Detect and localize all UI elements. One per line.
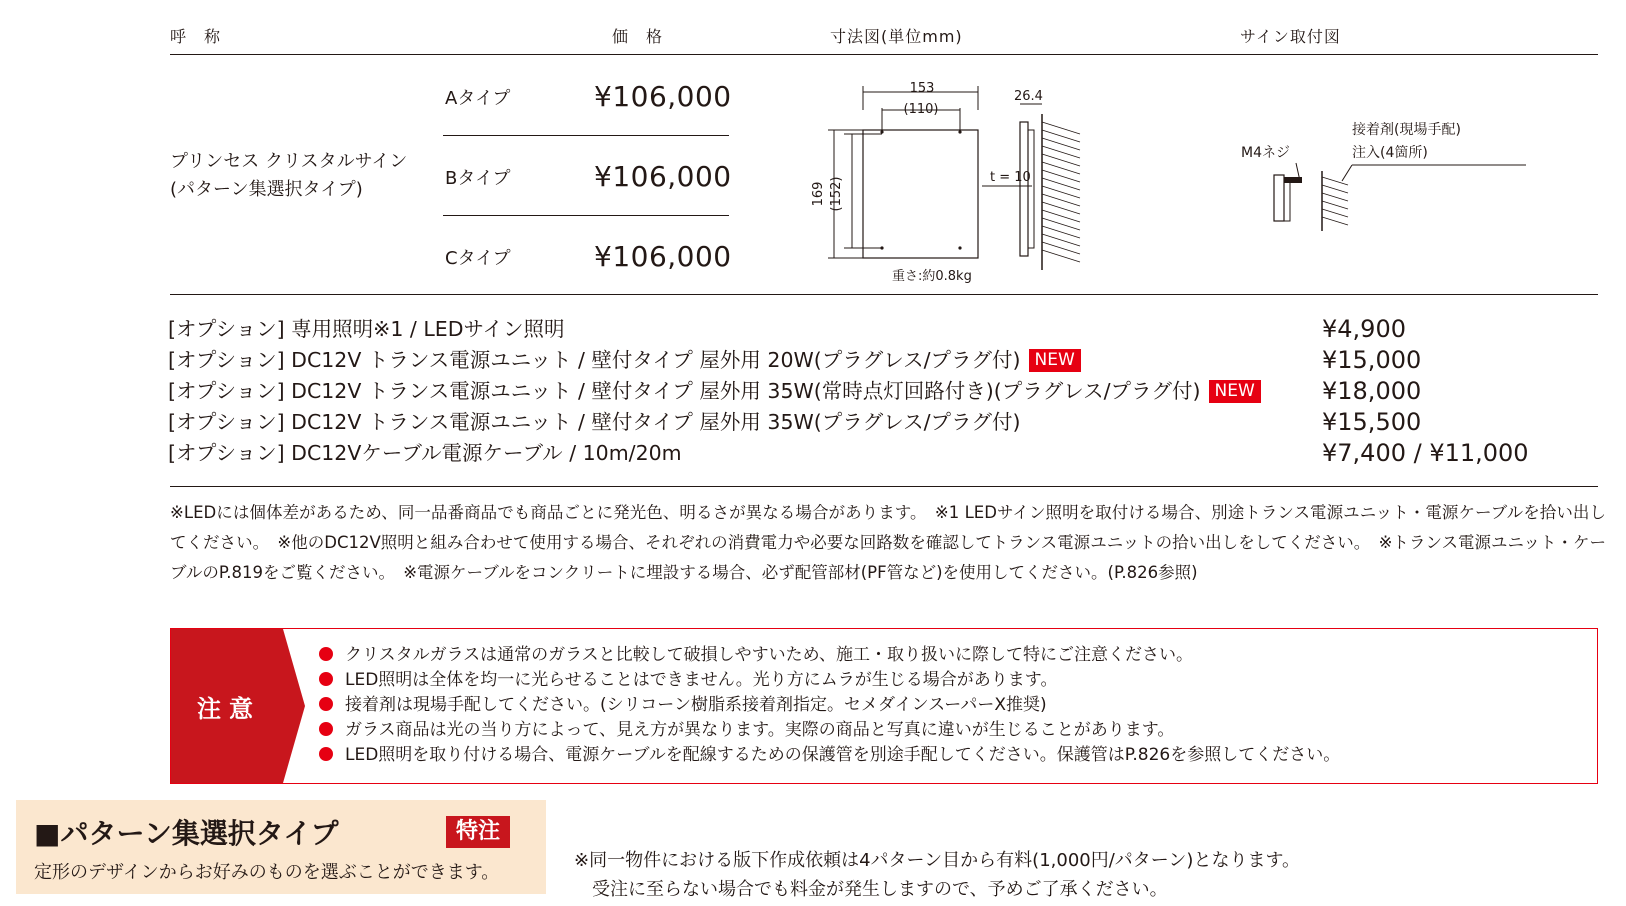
- dim-inner-width: (110): [903, 102, 939, 117]
- type-b-price: ¥106,000: [594, 160, 732, 193]
- bullet-icon: [319, 672, 333, 686]
- notes: ※LEDには個体差があるため、同一品番商品でも商品ごとに発光色、明るさが異なる場合があります。 ※1 LEDサイン照明を取付ける場合、別途トランス電源ユニット・電源ケーブルを拾い出してください。 ※他のDC12V照明と組み合わせて使用する場合、それぞれの消費電力や必要な回路数を確認してトランス電源ユニットの拾い出しをしてください。 ※トランス電源ユニット・ケーブルのP.819をご覧ください。 ※電源ケーブルをコンクリートに埋設する場合、必ず配管部材(PF管など)を使用してください。(P.826参照): [170, 503, 1606, 582]
- option-row: [168, 407, 1021, 437]
- option-price: ¥18,000: [1322, 377, 1422, 405]
- type-divider: [443, 215, 729, 216]
- option-text: [オプション] DC12V トランス電源ユニット / 壁付タイプ 屋外用 35W(常時点灯回路付き)(プラグレス/プラグ付): [168, 379, 1201, 403]
- option-row: [168, 376, 1261, 406]
- pattern-box: [16, 800, 546, 894]
- type-a-label: Aタイプ: [445, 88, 511, 109]
- option-price: ¥4,900: [1322, 315, 1406, 343]
- section-rule: [170, 294, 1598, 295]
- option-row: [168, 345, 1081, 375]
- footnote: [574, 846, 1300, 904]
- mount-drawing: [1236, 105, 1566, 240]
- product-name: [170, 148, 407, 204]
- option-price: ¥7,400 / ¥11,000: [1322, 439, 1529, 467]
- mount-adhesive-line1: 接着剤(現場手配): [1352, 122, 1461, 138]
- bullet-icon: [319, 647, 333, 661]
- option-text: [オプション] DC12V トランス電源ユニット / 壁付タイプ 屋外用 35W(プラグレス/プラグ付): [168, 410, 1021, 434]
- dim-thickness: t = 10: [990, 170, 1031, 185]
- header-price: 価 格: [612, 27, 664, 46]
- bullet-icon: [319, 722, 333, 736]
- caution-item: クリスタルガラスは通常のガラスと比較して破損しやすいため、施工・取り扱いに際して特にご注意ください。: [319, 643, 1340, 668]
- bullet-icon: [319, 747, 333, 761]
- header-mount: サイン取付図: [1240, 27, 1341, 46]
- option-price: ¥15,500: [1322, 408, 1422, 436]
- footnote-line1: ※同一物件における版下作成依頼は4パターン目から有料(1,000円/パターン)となります。: [574, 850, 1301, 871]
- dim-inner-height: (152): [829, 176, 844, 212]
- caution-item: LED照明は全体を均一に光らせることはできません。光り方にムラが生じる場合があります。: [319, 668, 1340, 693]
- caution-item: 接着剤は現場手配してください。(シリコーン樹脂系接着剤指定。セメダインスーパーX推奨): [319, 693, 1340, 718]
- type-c-label: Cタイプ: [445, 248, 511, 269]
- new-badge: NEW: [1029, 349, 1081, 372]
- option-row: [168, 438, 682, 468]
- dim-depth: 26.4: [1014, 89, 1043, 104]
- pattern-title: ■パターン集選択タイプ: [34, 817, 339, 850]
- option-text: [オプション] DC12V トランス電源ユニット / 壁付タイプ 屋外用 20W(プラグレス/プラグ付): [168, 348, 1021, 372]
- product-name-line1: プリンセス クリスタルサイン: [170, 151, 408, 172]
- dim-height: 169: [811, 181, 826, 207]
- panel-outline: [863, 130, 978, 258]
- option-price: ¥15,000: [1322, 346, 1422, 374]
- caution-label: 注意: [197, 695, 261, 723]
- type-c-price: ¥106,000: [594, 240, 732, 273]
- pattern-subtitle: 定形のデザインからお好みのものを選ぶことができます。: [34, 862, 500, 883]
- dimension-drawing: [800, 70, 1160, 290]
- bullet-icon: [319, 697, 333, 711]
- mount-adhesive-line2: 注入(4箇所): [1352, 145, 1428, 161]
- footnote-line2: 受注に至らない場合でも料金が発生しますので、予めご了承ください。: [574, 879, 1168, 900]
- weight-label: 重さ:約0.8kg: [892, 269, 972, 284]
- option-row: [168, 314, 565, 344]
- caution-item: LED照明を取り付ける場合、電源ケーブルを配線するための保護管を別途手配してください。保護管はP.826を参照してください。: [319, 743, 1340, 768]
- type-a-price: ¥106,000: [594, 80, 732, 113]
- type-b-label: Bタイプ: [445, 168, 511, 189]
- header-rule: [170, 54, 1598, 55]
- options-rule: [170, 486, 1598, 487]
- new-badge: NEW: [1209, 380, 1261, 403]
- option-text: [オプション] 専用照明※1 / LEDサイン照明: [168, 317, 565, 341]
- caution-box: [170, 628, 1598, 784]
- type-divider: [443, 135, 729, 136]
- dim-width: 153: [909, 81, 935, 96]
- caution-list: [319, 643, 1340, 768]
- header-name: 呼 称: [170, 27, 222, 46]
- special-order-badge: 特注: [446, 816, 510, 848]
- caution-arrow: [283, 629, 305, 783]
- caution-item: ガラス商品は光の当り方によって、見え方が異なります。実際の商品と写真に違いが生じることがあります。: [319, 718, 1340, 743]
- header-dimension: 寸法図(単位mm): [830, 27, 963, 46]
- product-name-line2: (パターン集選択タイプ): [170, 179, 363, 200]
- option-text: [オプション] DC12Vケーブル電源ケーブル / 10m/20m: [168, 441, 682, 465]
- mount-screw-label: M4ネジ: [1241, 145, 1290, 161]
